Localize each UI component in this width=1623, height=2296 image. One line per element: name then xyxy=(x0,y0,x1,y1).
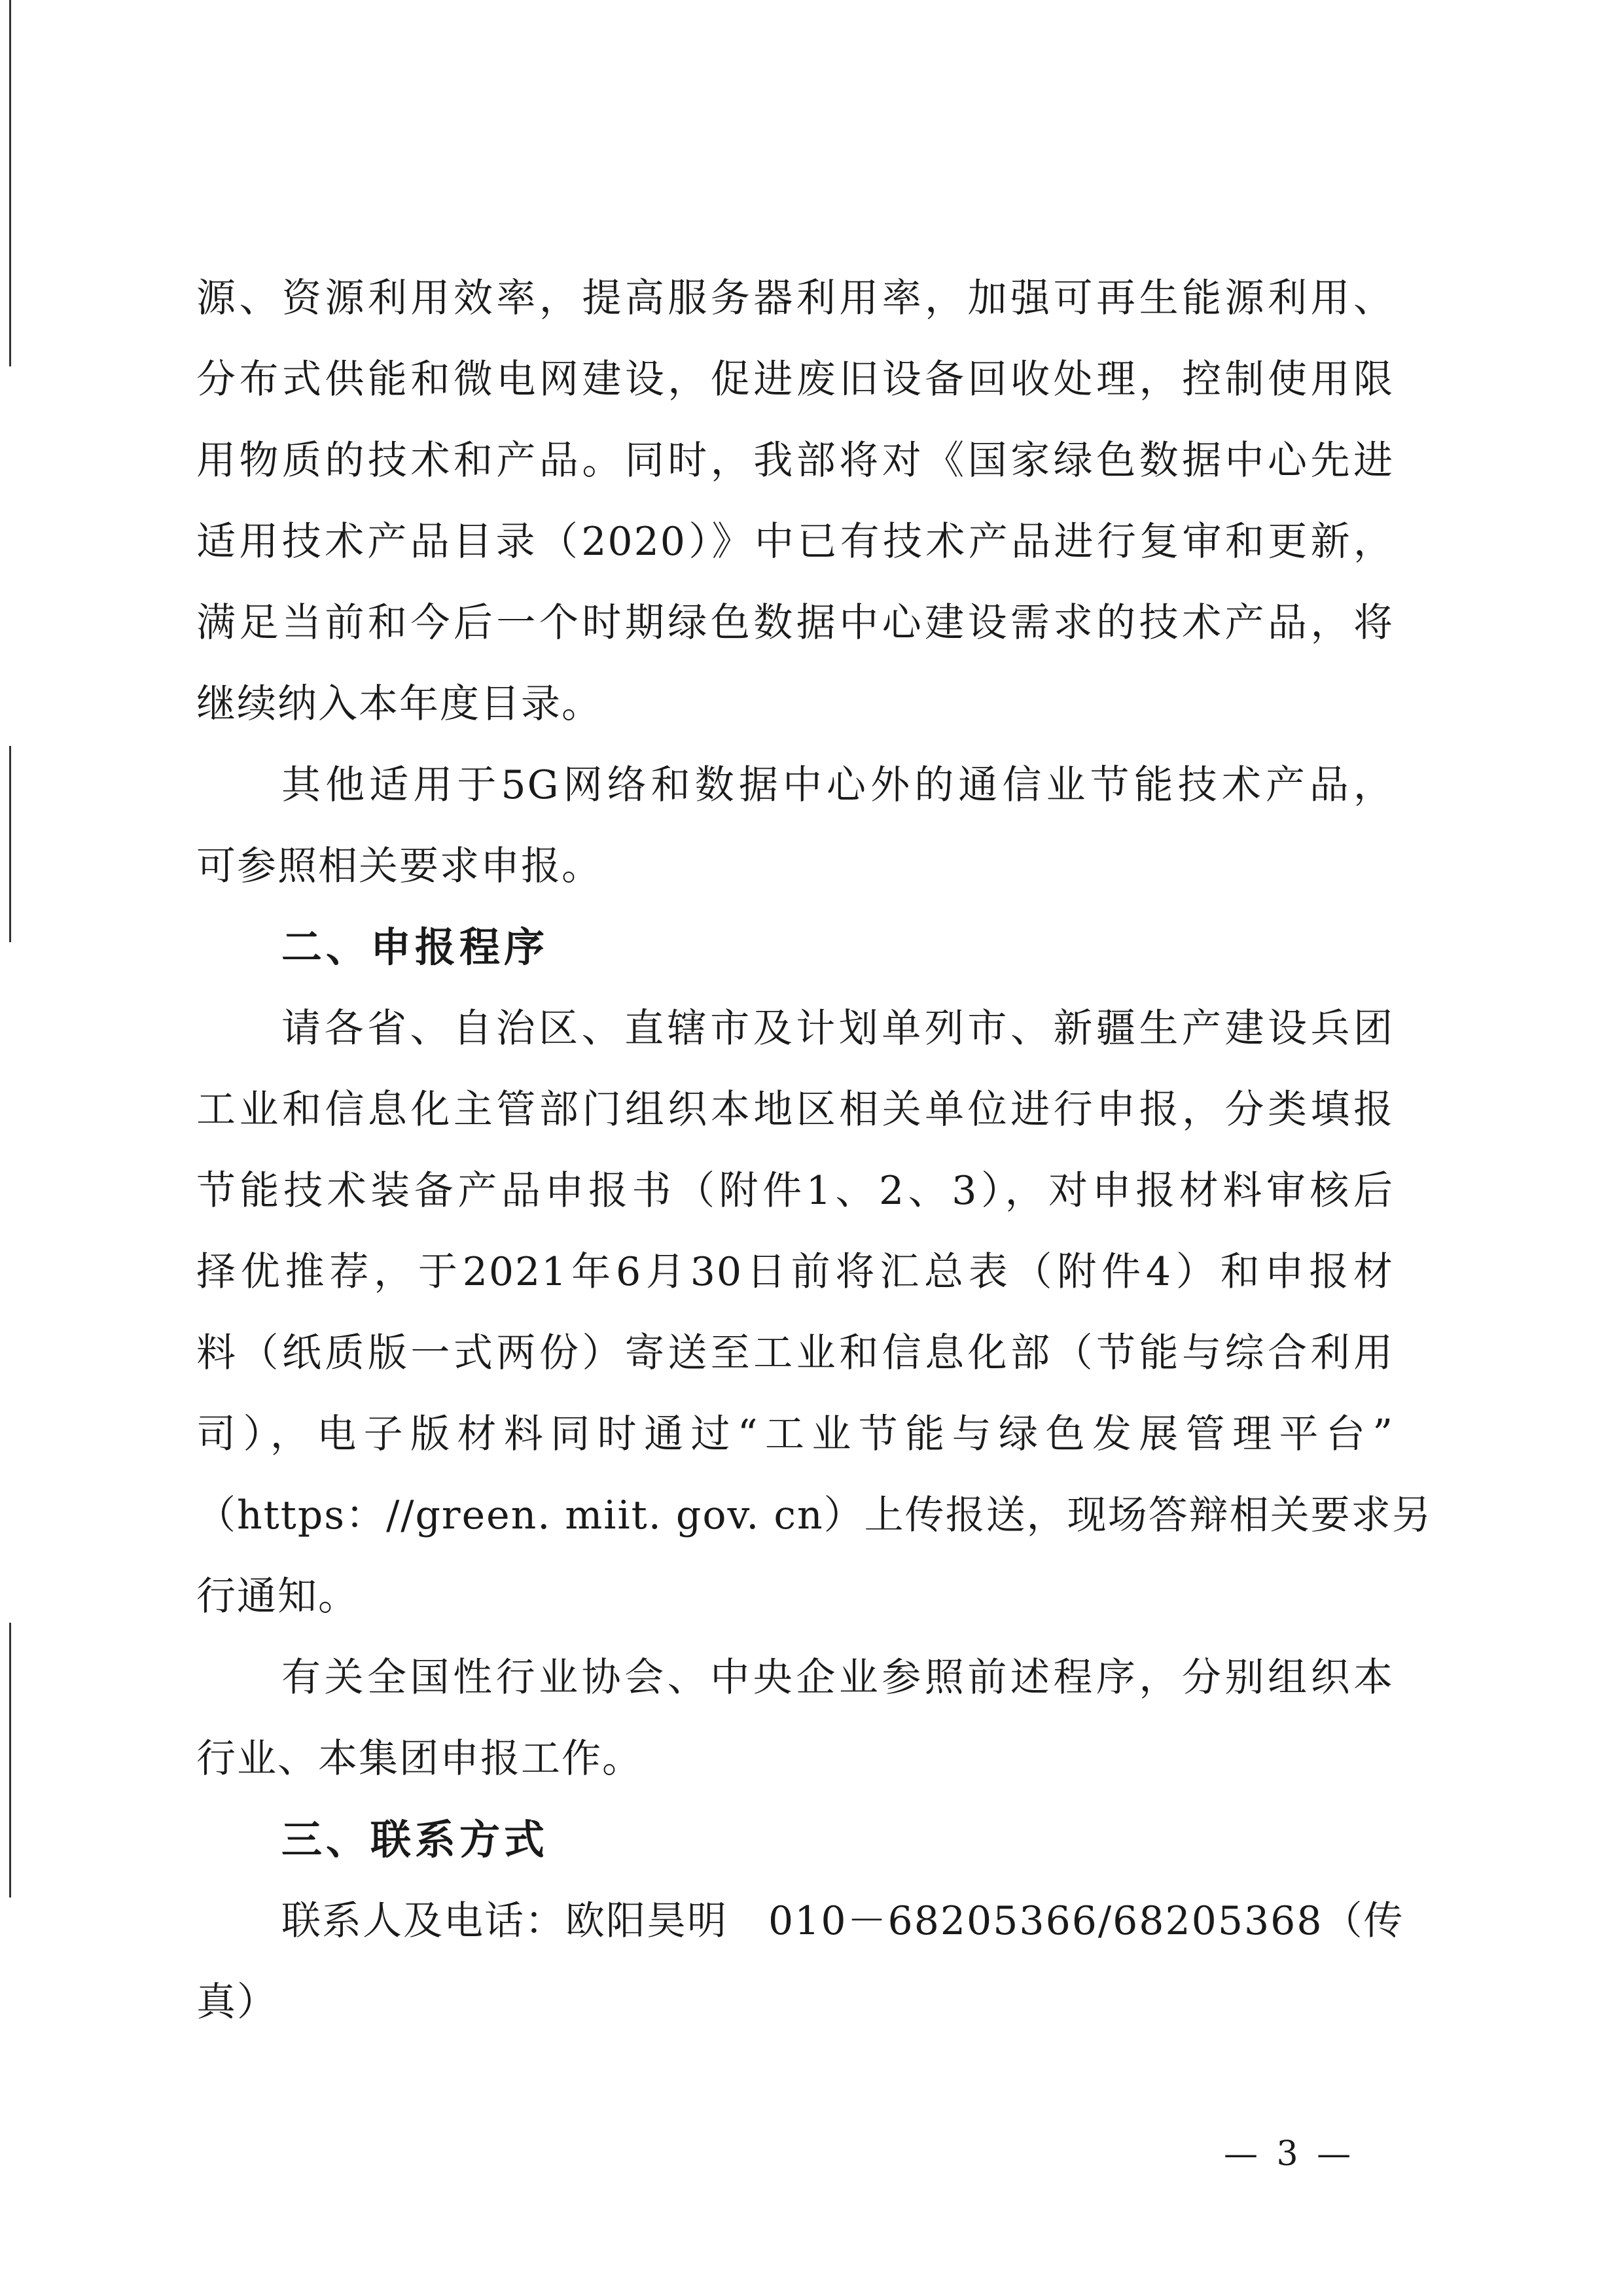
margin-line xyxy=(9,0,11,366)
text-line: 行通知。 xyxy=(196,1574,359,1619)
text-line: 择优推荐，于2021年6月30日前将汇总表（附件4）和申报材 xyxy=(196,1249,1394,1295)
text-line: 料（纸质版一式两份）寄送至工业和信息化部（节能与综合利用 xyxy=(196,1330,1394,1376)
text-line: 继续纳入本年度目录。 xyxy=(196,681,602,727)
text-line: 行业、本集团申报工作。 xyxy=(196,1736,643,1782)
text-line: 源、资源利用效率，提高服务器利用率，加强可再生能源利用、 xyxy=(196,275,1394,321)
text-line: 分布式供能和微电网建设，促进废旧设备回收处理，控制使用限 xyxy=(196,357,1394,402)
text-line: 有关全国性行业协会、中央企业参照前述程序，分别组织本 xyxy=(281,1655,1394,1701)
margin-line xyxy=(9,746,11,942)
text-line: 工业和信息化主管部门组织本地区相关单位进行申报，分类填报 xyxy=(196,1087,1394,1133)
text-line: 适用技术产品目录（2020）》中已有技术产品进行复审和更新， xyxy=(196,519,1394,565)
text-line: 司），电子版材料同时通过“工业节能与绿色发展管理平台” xyxy=(196,1411,1394,1457)
text-line: 联系人及电话：欧阳昊明 010－68205366/68205368（传 xyxy=(281,1898,1404,1944)
page-number: — 3 — xyxy=(1224,2134,1355,2174)
text-line: （https：//green. miit. gov. cn）上传报送，现场答辩相关要求另 xyxy=(196,1492,1433,1538)
text-line: 节能技术装备产品申报书（附件1、2、3），对申报材料审核后 xyxy=(196,1168,1394,1214)
text-line: 真） xyxy=(196,1979,277,2025)
section-heading: 三、联系方式 xyxy=(281,1816,549,1863)
text-line: 用物质的技术和产品。同时，我部将对《国家绿色数据中心先进 xyxy=(196,438,1394,484)
text-line: 请各省、自治区、直辖市及计划单列市、新疆生产建设兵团 xyxy=(281,1006,1394,1051)
margin-line xyxy=(9,1623,11,1898)
text-line: 其他适用于5G网络和数据中心外的通信业节能技术产品， xyxy=(281,762,1394,808)
text-line: 可参照相关要求申报。 xyxy=(196,843,602,889)
text-line: 满足当前和今后一个时期绿色数据中心建设需求的技术产品，将 xyxy=(196,600,1394,646)
section-heading: 二、申报程序 xyxy=(281,923,549,971)
